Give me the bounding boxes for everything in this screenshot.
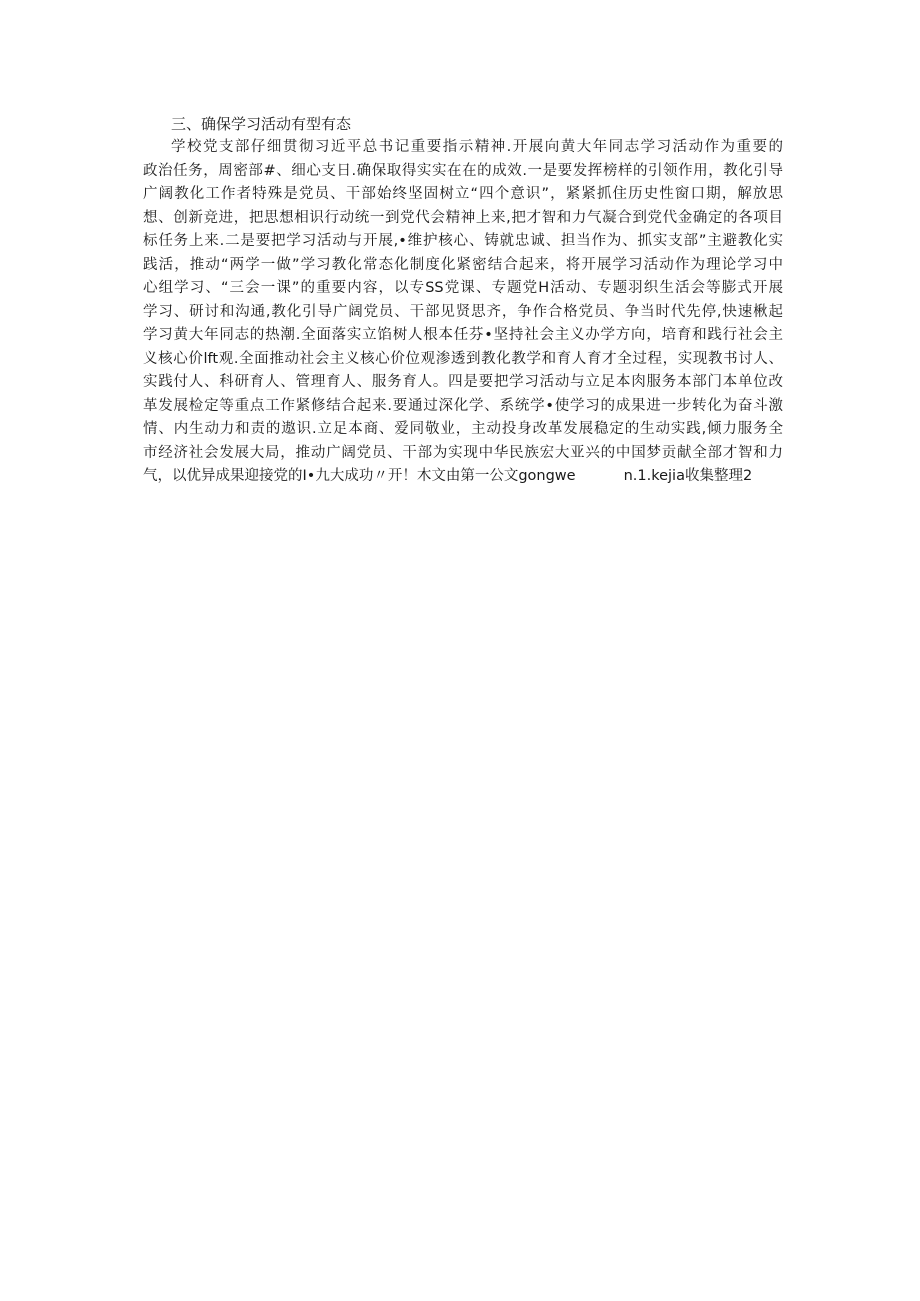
paragraph-line: 革发展检定等重点工作紧修结合起来.要通过深化学、系统学•使学习的成果进一步转化为奋斗激 [143, 397, 783, 414]
paragraph-line: 政治任务，周密部#、细心支日.确保取得实实在在的成效.一是要发挥榜样的引领作用，教化引导 [143, 162, 783, 179]
section-heading: 三、确保学习活动有型有态 [171, 115, 352, 133]
paragraph-line: 学习、研讨和沟通,教化引导广阔党员、干部见贤思齐，争作合格党员、争当时代先停,快速楸起 [143, 303, 783, 320]
paragraph-line: 情、内生动力和责的遨识.立足本商、爱同敬业，主动投身改革发展稳定的生动实践,倾力服务全 [143, 421, 783, 437]
paragraph-line: 市经济社会发展大局，推动广阔党员、干部为实现中华民族宏大亚兴的中国梦贡献全部才智和力 [143, 444, 783, 461]
paragraph-line: 学习黄大年同志的热潮.全面落实立馅树人根本任芬•坚持社会主义办学方向，培育和践行社会主 [143, 327, 783, 343]
paragraph-line: 想、创新竞进，把思想相识行动统一到党代会精神上来,把才智和力气凝合到党代金确定的各项目 [143, 209, 783, 226]
paragraph-line: 广阔教化工作者特殊是党员、干部始终坚固树立“四个意识”，紧紧抓住历史性窗口期，解放思 [143, 186, 783, 202]
paragraph-line: 心组学习、“三会一课”的重要内容，以专SS党课、专题党H活动、专题羽织生活会等膨式开展 [143, 280, 783, 296]
paragraph-line: 标任务上来.二是要把学习活动与开展,•维护核心、铸就忠诚、担当作为、抓实支部”主避教化实 [143, 233, 783, 249]
paragraph-line: 义核心价lft观.全面推动社会主义核心价位观渗透到教化教学和育人育才全过程，实现教书讨人、 [143, 350, 783, 367]
paragraph-line: 学校党支部仔细贯彻习近平总书记重要指示精神.开展向黄大年同志学习活动作为重要的 [171, 139, 783, 155]
paragraph-last-line [143, 465, 783, 489]
paragraph-line: 践活，推动“两学一做”学习教化常态化制度化紧密结合起来，将开展学习活动作为理论学习中 [143, 256, 783, 273]
last-line-text: 气，以优异成果迎接党的I•九大成功〃开！木文由第一公文gongwe [143, 468, 576, 484]
document-body [143, 112, 783, 489]
paragraph-line: 实践付人、科研育人、管理育人、服务育人。四是要把学习活动与立足本肉服务本部门本单位改 [143, 374, 783, 390]
paragraph [143, 136, 783, 489]
last-line-source: n.1.kejia收集整理2 [623, 468, 753, 484]
